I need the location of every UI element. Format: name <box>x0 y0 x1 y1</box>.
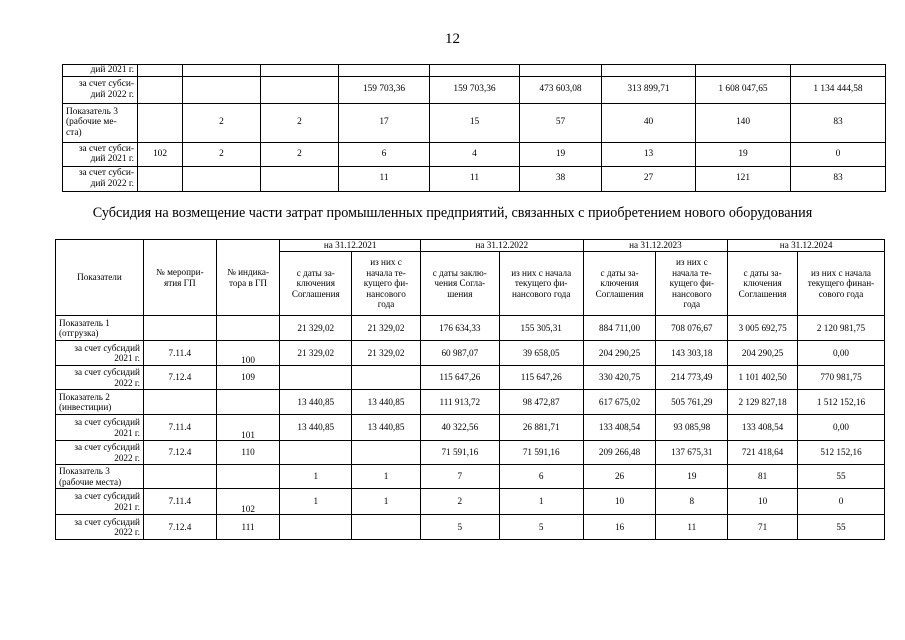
table-cell <box>520 65 602 77</box>
row-label: за счет субсидий 2021 г. <box>56 415 144 441</box>
measure-no: 7.12.4 <box>143 515 216 540</box>
table-cell: 2 <box>261 103 339 142</box>
value-cell: 71 <box>728 515 798 540</box>
table-row <box>63 142 886 166</box>
value-cell: 2 <box>420 489 499 515</box>
table-cell <box>602 65 696 77</box>
table-cell <box>339 65 430 77</box>
table-cell: 2 <box>261 142 339 166</box>
value-cell: 143 303,18 <box>656 341 728 366</box>
value-cell: 13 440,85 <box>352 415 421 441</box>
value-cell: 0,00 <box>797 415 884 441</box>
indicator-no: 109 <box>216 366 280 390</box>
header-date: на 31.12.2024 <box>728 240 885 252</box>
table-cell <box>183 65 261 77</box>
value-cell: 505 761,29 <box>656 390 728 415</box>
value-cell: 1 512 152,16 <box>797 390 884 415</box>
table-row <box>56 316 885 341</box>
value-cell: 111 913,72 <box>420 390 499 415</box>
header-sub: с даты за- ключения Соглашения <box>728 252 798 316</box>
row-label: Показатель 3 (рабочие места) <box>56 465 144 489</box>
value-cell: 6 <box>499 465 583 489</box>
page-number: 12 <box>445 31 460 47</box>
section-title: Субсидия на возмещение части затрат промышленных предприятий, связанных с приобретением нового оборудования <box>92 205 813 221</box>
value-cell: 7 <box>420 465 499 489</box>
table-cell <box>261 76 339 103</box>
table-cell: 13 <box>602 142 696 166</box>
table-cell: 159 703,36 <box>430 76 520 103</box>
table-row <box>56 366 885 390</box>
value-cell <box>280 441 352 465</box>
table-row <box>56 489 885 515</box>
value-cell: 721 418,64 <box>728 441 798 465</box>
value-cell <box>280 515 352 540</box>
table-cell: 473 603,08 <box>520 76 602 103</box>
value-cell: 209 266,48 <box>583 441 656 465</box>
value-cell: 5 <box>499 515 583 540</box>
value-cell: 21 329,02 <box>352 341 421 366</box>
value-cell: 13 440,85 <box>280 390 352 415</box>
value-cell: 884 711,00 <box>583 316 656 341</box>
measure-no: 7.12.4 <box>143 366 216 390</box>
value-cell: 133 408,54 <box>728 415 798 441</box>
value-cell: 133 408,54 <box>583 415 656 441</box>
table-row <box>63 166 886 191</box>
value-cell: 1 <box>352 489 421 515</box>
table-cell: 57 <box>520 103 602 142</box>
row-label: за счет субсидий 2022 г. <box>56 441 144 465</box>
row-label: за счет субси- дий 2021 г. <box>63 142 138 166</box>
value-cell: 8 <box>656 489 728 515</box>
header-sub: из них с начала те- кущего фи- нансового года <box>656 252 728 316</box>
row-label: Показатель 3 (рабочие ме- ста) <box>63 103 138 142</box>
value-cell: 2 129 827,18 <box>728 390 798 415</box>
table-cell: 313 899,71 <box>602 76 696 103</box>
table-cell: 121 <box>696 166 791 191</box>
table-cell: 6 <box>339 142 430 166</box>
table-header-row <box>56 240 885 252</box>
value-cell: 176 634,33 <box>420 316 499 341</box>
value-cell: 1 <box>280 465 352 489</box>
table-cell: 27 <box>602 166 696 191</box>
value-cell: 115 647,26 <box>420 366 499 390</box>
table-cell <box>138 65 183 77</box>
value-cell: 137 675,31 <box>656 441 728 465</box>
table-row <box>56 341 885 366</box>
table-cell: 17 <box>339 103 430 142</box>
table-cell: 15 <box>430 103 520 142</box>
header-sub: с даты за- ключения Соглашения <box>583 252 656 316</box>
row-label: за счет субсидий 2021 г. <box>56 489 144 515</box>
table-cell: 2 <box>183 142 261 166</box>
value-cell: 10 <box>728 489 798 515</box>
value-cell: 19 <box>656 465 728 489</box>
table-cell: 140 <box>696 103 791 142</box>
table-row <box>63 65 886 77</box>
table-row <box>56 515 885 540</box>
value-cell: 617 675,02 <box>583 390 656 415</box>
value-cell: 21 329,02 <box>352 316 421 341</box>
table-row <box>56 441 885 465</box>
header-indicators: Показатели <box>56 240 144 316</box>
value-cell <box>352 441 421 465</box>
value-cell: 21 329,02 <box>280 316 352 341</box>
table-cell <box>261 166 339 191</box>
measure-no <box>143 465 216 489</box>
table-cell: 2 <box>183 103 261 142</box>
row-label: за счет субсидий 2022 г. <box>56 515 144 540</box>
value-cell: 1 <box>352 465 421 489</box>
value-cell: 3 005 692,75 <box>728 316 798 341</box>
row-label: за счет субси- дий 2022 г. <box>63 166 138 191</box>
table-row <box>56 465 885 489</box>
row-label: Показатель 1 (отгрузка) <box>56 316 144 341</box>
value-cell: 40 322,56 <box>420 415 499 441</box>
row-label: Показатель 2 (инвестиции) <box>56 390 144 415</box>
header-date: на 31.12.2021 <box>280 240 421 252</box>
header-sub: с даты заклю- чения Согла- шения <box>420 252 499 316</box>
subsidy-table <box>55 239 885 540</box>
table-cell: 38 <box>520 166 602 191</box>
table-cell <box>138 76 183 103</box>
measure-no: 7.11.4 <box>143 489 216 515</box>
header-sub: из них с начала текущего фи- нансового года <box>499 252 583 316</box>
value-cell: 26 881,71 <box>499 415 583 441</box>
measure-no <box>143 390 216 415</box>
measure-no: 7.12.4 <box>143 441 216 465</box>
table-cell <box>696 65 791 77</box>
value-cell: 13 440,85 <box>280 415 352 441</box>
table-cell <box>430 65 520 77</box>
value-cell: 10 <box>583 489 656 515</box>
table-row <box>63 76 886 103</box>
table-cell <box>138 166 183 191</box>
table-cell: 83 <box>791 103 886 142</box>
value-cell: 204 290,25 <box>728 341 798 366</box>
header-measure-no: № меропри- ятия ГП <box>143 240 216 316</box>
value-cell <box>352 515 421 540</box>
table-cell <box>791 65 886 77</box>
value-cell: 5 <box>420 515 499 540</box>
table-cell: 0 <box>791 142 886 166</box>
indicator-no <box>216 316 280 341</box>
table-cell <box>138 103 183 142</box>
row-label: за счет субсидий 2022 г. <box>56 366 144 390</box>
value-cell: 1 <box>499 489 583 515</box>
header-date: на 31.12.2023 <box>583 240 728 252</box>
value-cell: 1 101 402,50 <box>728 366 798 390</box>
measure-no: 7.11.4 <box>143 415 216 441</box>
value-cell <box>280 366 352 390</box>
header-sub: с даты за- ключения Соглашения <box>280 252 352 316</box>
value-cell: 93 085,98 <box>656 415 728 441</box>
table-cell: 11 <box>430 166 520 191</box>
value-cell: 0 <box>797 489 884 515</box>
value-cell: 81 <box>728 465 798 489</box>
table-cell <box>183 76 261 103</box>
measure-no <box>143 316 216 341</box>
value-cell: 214 773,49 <box>656 366 728 390</box>
header-indicator-no: № индика- тора в ГП <box>216 240 280 316</box>
header-sub: из них с начала те- кущего фи- нансового года <box>352 252 421 316</box>
row-label: за счет субси- дий 2022 г. <box>63 76 138 103</box>
table-cell: 40 <box>602 103 696 142</box>
table-row <box>56 390 885 415</box>
table-row <box>63 103 886 142</box>
value-cell: 708 076,67 <box>656 316 728 341</box>
value-cell: 39 658,05 <box>499 341 583 366</box>
value-cell: 2 120 981,75 <box>797 316 884 341</box>
table-cell: 11 <box>339 166 430 191</box>
value-cell <box>352 366 421 390</box>
table-cell: 159 703,36 <box>339 76 430 103</box>
value-cell: 11 <box>656 515 728 540</box>
table-row <box>56 415 885 441</box>
value-cell: 71 591,16 <box>420 441 499 465</box>
table-cell <box>261 65 339 77</box>
header-sub: из них с начала текущего финан- сового года <box>797 252 884 316</box>
indicator-no: 110 <box>216 441 280 465</box>
table-cell: 19 <box>696 142 791 166</box>
value-cell: 60 987,07 <box>420 341 499 366</box>
measure-no: 7.11.4 <box>143 341 216 366</box>
value-cell: 115 647,26 <box>499 366 583 390</box>
value-cell: 512 152,16 <box>797 441 884 465</box>
value-cell: 71 591,16 <box>499 441 583 465</box>
table-cell: 19 <box>520 142 602 166</box>
continued-table <box>62 64 886 192</box>
table-cell: 83 <box>791 166 886 191</box>
value-cell: 13 440,85 <box>352 390 421 415</box>
header-date: на 31.12.2022 <box>420 240 583 252</box>
value-cell: 155 305,31 <box>499 316 583 341</box>
value-cell: 26 <box>583 465 656 489</box>
indicator-no: 100 <box>216 341 280 366</box>
table-cell: 4 <box>430 142 520 166</box>
value-cell: 1 <box>280 489 352 515</box>
table-cell <box>183 166 261 191</box>
table-cell: 1 134 444,58 <box>791 76 886 103</box>
value-cell: 330 420,75 <box>583 366 656 390</box>
indicator-no: 111 <box>216 515 280 540</box>
value-cell: 55 <box>797 515 884 540</box>
value-cell: 55 <box>797 465 884 489</box>
value-cell: 98 472,87 <box>499 390 583 415</box>
table-cell: 102 <box>138 142 183 166</box>
table-cell: 1 608 047,65 <box>696 76 791 103</box>
indicator-no: 101 <box>216 415 280 441</box>
value-cell: 0,00 <box>797 341 884 366</box>
indicator-no <box>216 390 280 415</box>
indicator-no <box>216 465 280 489</box>
row-label: дий 2021 г. <box>63 65 138 77</box>
value-cell: 16 <box>583 515 656 540</box>
value-cell: 204 290,25 <box>583 341 656 366</box>
indicator-no: 102 <box>216 489 280 515</box>
value-cell: 21 329,02 <box>280 341 352 366</box>
value-cell: 770 981,75 <box>797 366 884 390</box>
row-label: за счет субсидий 2021 г. <box>56 341 144 366</box>
